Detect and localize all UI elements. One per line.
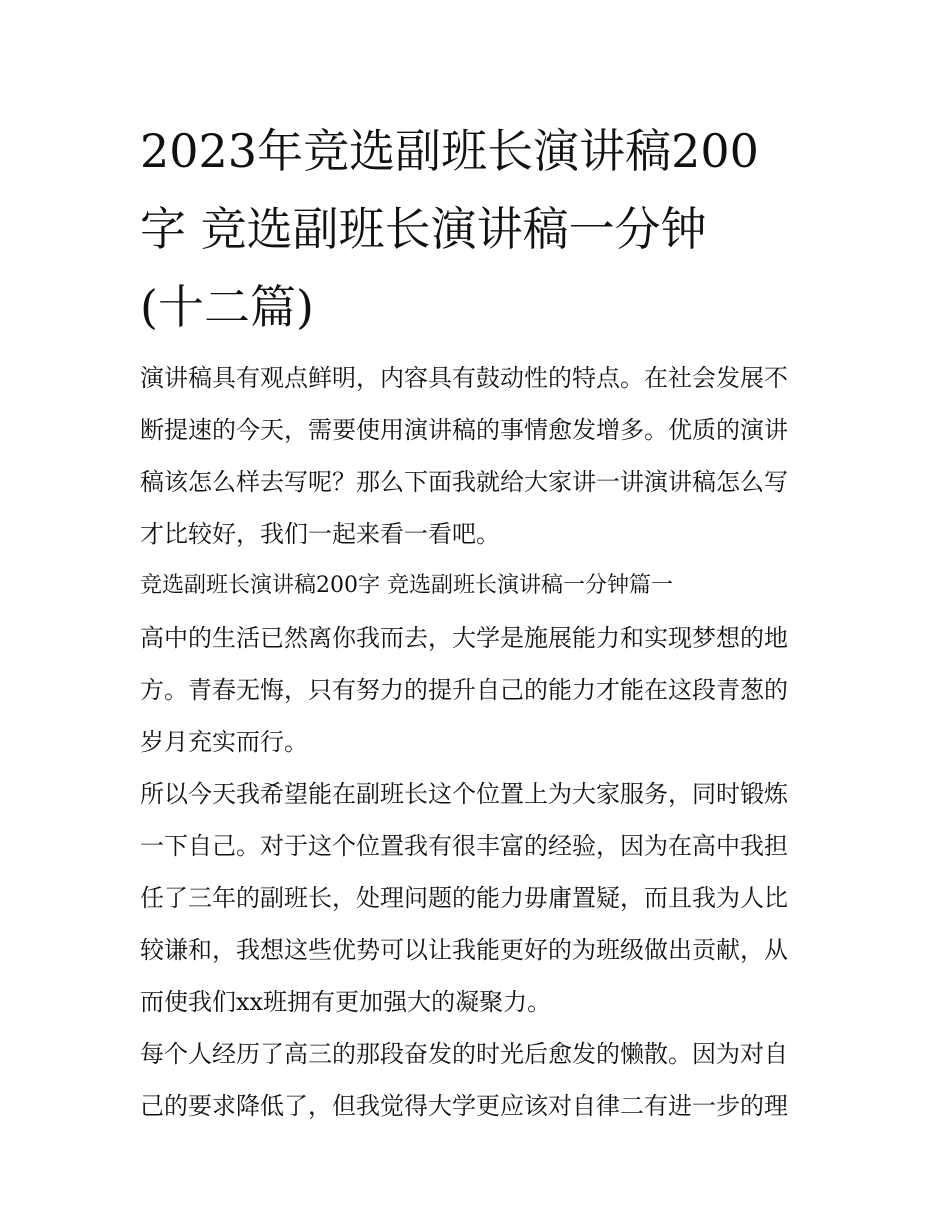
title-line: 2023年竞选副班长演讲稿200 xyxy=(140,124,759,178)
text-line: 一下自己。对于这个位置我有很丰富的经验，因为在高中我担 xyxy=(140,832,788,860)
text-line: 每个人经历了高三的那段奋发的时光后愈发的懒散。因为对自 xyxy=(140,1040,788,1068)
text-line: 才比较好，我们一起来看一看吧。 xyxy=(140,520,500,548)
text-line: 而使我们xx班拥有更加强大的凝聚力。 xyxy=(140,988,552,1016)
text-line: 己的要求降低了，但我觉得大学更应该对自律二有进一步的理 xyxy=(140,1092,788,1120)
text-line: 较谦和，我想这些优势可以让我能更好的为班级做出贡献，从 xyxy=(140,936,788,964)
body-paragraph-3 xyxy=(140,1028,820,1132)
section-heading: 竞选副班长演讲稿200字 竞选副班长演讲稿一分钟篇一 xyxy=(140,573,673,598)
document-body xyxy=(140,352,820,1132)
body-paragraph-1 xyxy=(140,612,820,768)
document-title xyxy=(140,112,820,346)
body-paragraph-2 xyxy=(140,768,820,1028)
text-line: 高中的生活已然离你我而去，大学是施展能力和实现梦想的地 xyxy=(140,624,788,652)
text-line: 演讲稿具有观点鲜明，内容具有鼓动性的特点。在社会发展不 xyxy=(140,364,788,392)
intro-paragraph xyxy=(140,352,820,560)
text-line: 稿该怎么样去写呢？那么下面我就给大家讲一讲演讲稿怎么写 xyxy=(140,468,788,496)
title-line: (十二篇) xyxy=(140,280,314,334)
text-line: 任了三年的副班长，处理问题的能力毋庸置疑，而且我为人比 xyxy=(140,884,788,912)
text-line: 所以今天我希望能在副班长这个位置上为大家服务，同时锻炼 xyxy=(140,780,788,808)
title-line: 字 竞选副班长演讲稿一分钟 xyxy=(140,202,707,256)
text-line: 断提速的今天，需要使用演讲稿的事情愈发增多。优质的演讲 xyxy=(140,416,788,444)
text-line: 方。青春无悔，只有努力的提升自己的能力才能在这段青葱的 xyxy=(140,676,788,704)
text-line: 岁月充实而行。 xyxy=(140,728,308,756)
